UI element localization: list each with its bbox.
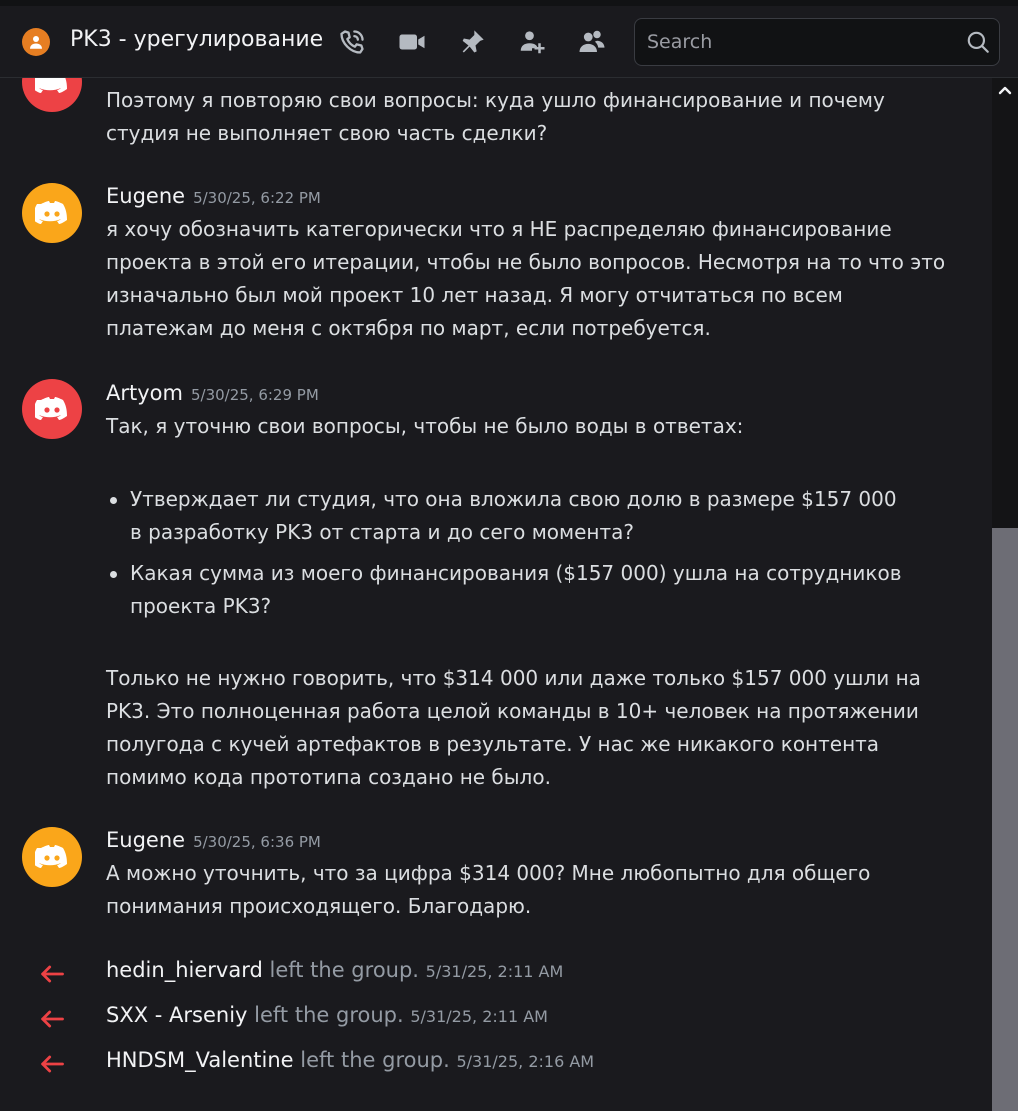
bullet-item <box>106 557 906 623</box>
message-text: Поэтому я повторяю свои вопросы: куда ушло финансирование и почему студия не выполняет свою часть сделки? <box>106 88 885 145</box>
message-header <box>106 184 321 208</box>
system-message-leave <box>0 958 992 992</box>
bullet-text: Утверждает ли студия, что она вложила свою долю в размере $157 000 в разработку PK3 от старта и до сего момента? <box>130 487 897 544</box>
search-box[interactable] <box>634 18 1000 66</box>
add-member-icon[interactable] <box>516 26 548 58</box>
avatar[interactable] <box>22 183 82 243</box>
avatar[interactable] <box>22 78 82 112</box>
message-header <box>106 381 319 405</box>
system-line <box>106 1048 594 1072</box>
search-input[interactable] <box>635 19 955 65</box>
system-action: left the group. <box>300 1048 450 1072</box>
message-timestamp: 5/30/25, 6:36 PM <box>193 833 321 851</box>
bullet-item <box>106 483 906 549</box>
author-name[interactable]: Artyom <box>106 381 183 405</box>
leave-arrow-icon <box>38 960 66 988</box>
message-header <box>106 828 321 852</box>
avatar[interactable] <box>22 827 82 887</box>
message-text: Только не нужно говорить, что $314 000 или даже только $157 000 ушли на PK3. Это полноценная работа целой команды в 10+ человек на протяжении полугода с кучей артефактов в результате. У нас же никакого контента помимо кода прототипа создано не было. <box>106 666 921 789</box>
channel-header <box>0 6 1018 78</box>
members-icon[interactable] <box>576 26 608 58</box>
system-timestamp: 5/31/25, 2:11 AM <box>410 1007 548 1026</box>
system-user[interactable]: HNDSM_Valentine <box>106 1048 294 1072</box>
system-action: left the group. <box>269 958 419 982</box>
scrollbar-thumb[interactable] <box>992 528 1018 1111</box>
search-icon[interactable] <box>965 29 991 55</box>
message-list <box>0 78 992 1111</box>
avatar[interactable] <box>22 379 82 439</box>
message-timestamp: 5/30/25, 6:22 PM <box>193 189 321 207</box>
bullet-dot <box>110 497 117 504</box>
video-camera-icon[interactable] <box>396 26 428 58</box>
system-user[interactable]: SXX - Arseniy <box>106 1003 248 1027</box>
system-user[interactable]: hedin_hiervard <box>106 958 263 982</box>
pin-icon[interactable] <box>456 26 488 58</box>
scroll-up-icon[interactable] <box>994 80 1016 100</box>
channel-title: PK3 - урегулирование <box>70 27 324 52</box>
bullet-text: Какая сумма из моего финансирования ($157 000) ушла на сотрудников проекта PK3? <box>130 561 902 618</box>
group-dm-icon <box>22 28 50 56</box>
system-message-leave <box>0 1048 992 1082</box>
system-message-leave <box>0 1003 992 1037</box>
message-text: Так, я уточню свои вопросы, чтобы не было воды в ответах: <box>106 414 744 438</box>
system-action: left the group. <box>254 1003 404 1027</box>
author-name[interactable]: Eugene <box>106 184 186 208</box>
system-timestamp: 5/31/25, 2:11 AM <box>425 962 564 981</box>
system-timestamp: 5/31/25, 2:16 AM <box>456 1052 595 1071</box>
system-line <box>106 1003 548 1027</box>
author-name[interactable]: Eugene <box>106 828 186 852</box>
message-text: я хочу обозначить категорически что я НЕ распределяю финансирование проекта в этой его итерации, чтобы не было вопросов. Несмотря на то что это изначально был мой проект 10 лет назад. Я могу отчитаться по всем платежам до меня с октября по март, если потребуется. <box>106 217 946 340</box>
bullet-dot <box>110 571 117 578</box>
system-line <box>106 958 563 982</box>
message-timestamp: 5/30/25, 6:29 PM <box>190 386 319 404</box>
phone-call-icon[interactable] <box>336 26 368 58</box>
message-text: А можно уточнить, что за цифра $314 000? Мне любопытно для общего понимания происходящего. Благодарю. <box>106 861 871 918</box>
leave-arrow-icon <box>38 1050 66 1078</box>
leave-arrow-icon <box>38 1005 66 1033</box>
